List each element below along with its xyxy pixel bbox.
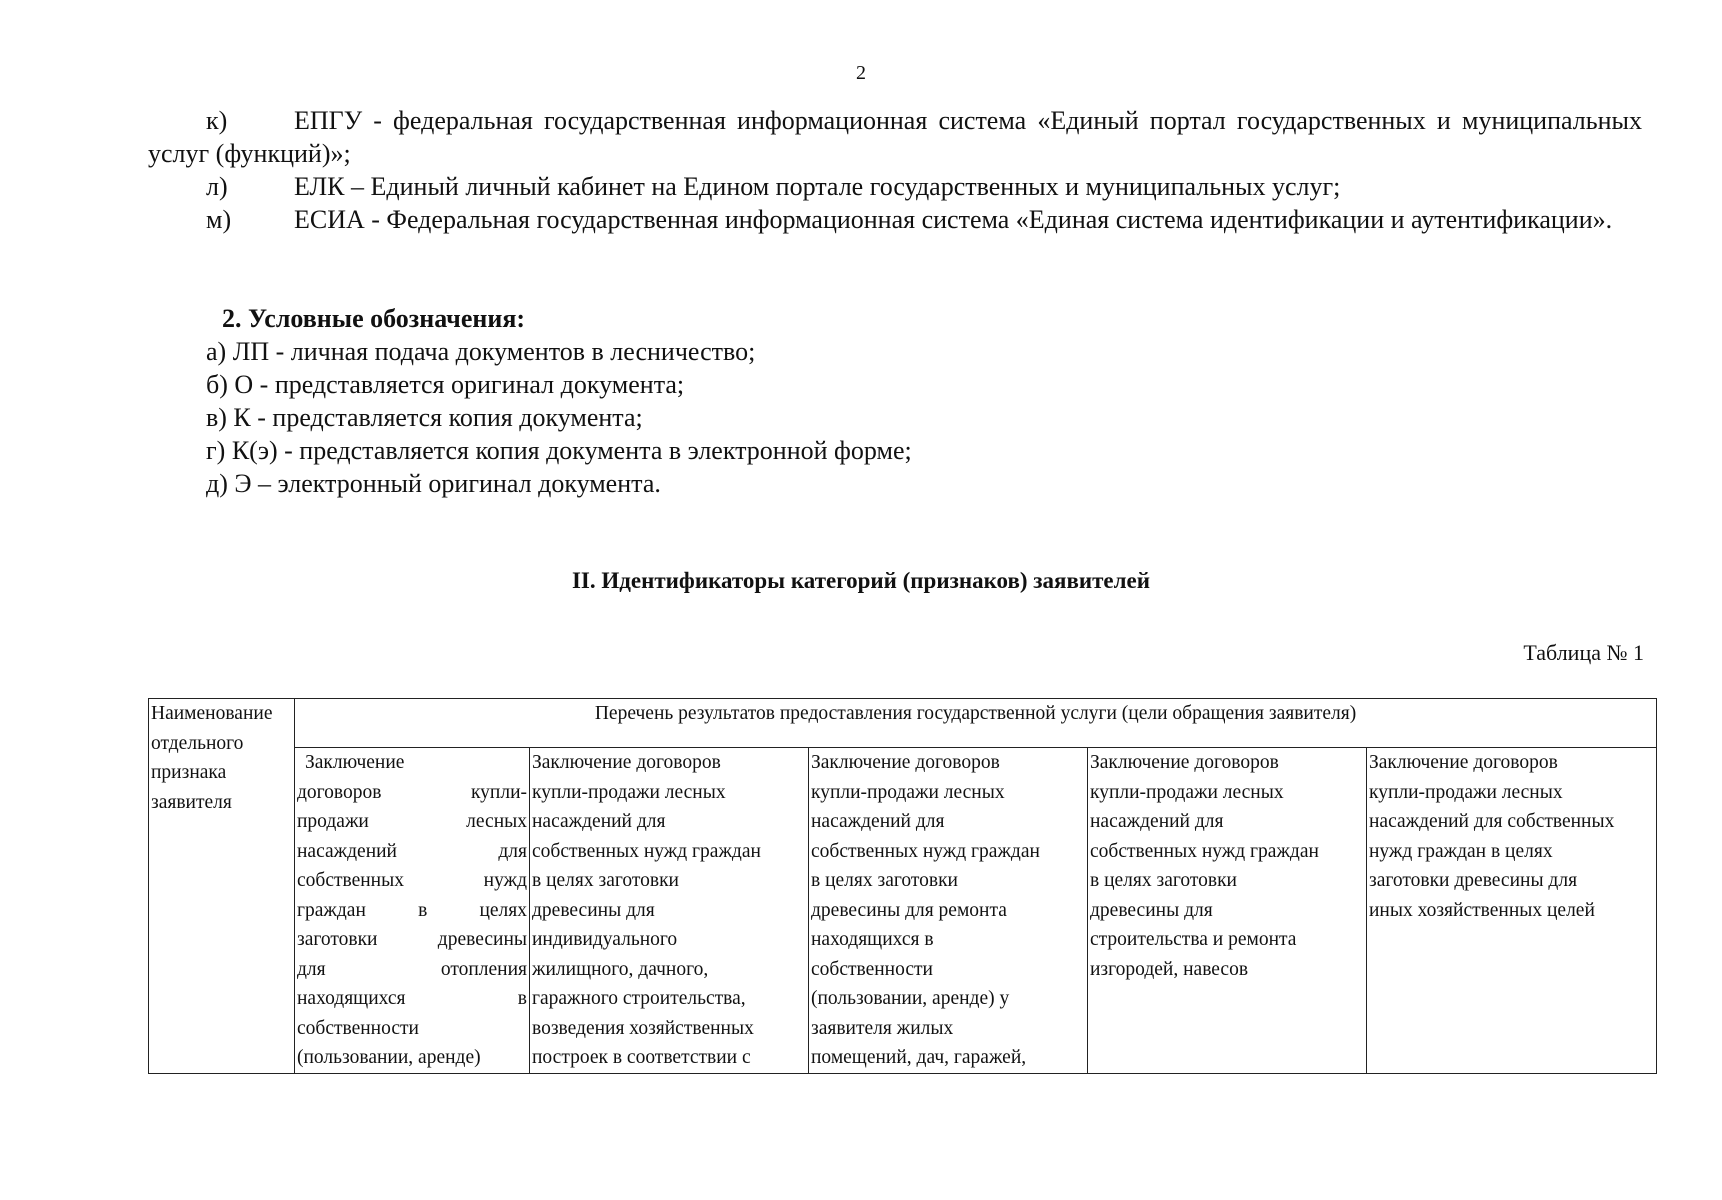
abbreviation-item [148, 104, 1642, 170]
cell-line: собственности [811, 958, 933, 980]
cell-line: Заключение договоров [1369, 752, 1558, 773]
legend-title: 2. Условные обозначения: [222, 304, 526, 333]
cell-line: граждан в целях [297, 899, 527, 921]
cell-line: находящихся в [811, 929, 934, 950]
cell-line: Заключение договоров [811, 752, 1000, 773]
cell-line: купли-продажи лесных [1090, 781, 1284, 803]
result-cell-3 [809, 748, 1088, 1074]
row-header-text [151, 699, 292, 817]
cell-line: купли-продажи лесных [1369, 781, 1563, 803]
cell-line: (пользовании, аренде) у [811, 988, 1010, 1009]
cell-line: заявителя жилых [811, 1017, 954, 1039]
cell-line: договоров купли- [297, 781, 527, 803]
cell-line: насаждений для [532, 811, 666, 832]
row-header-cell [149, 699, 295, 1074]
cell-line: древесины для ремонта [811, 899, 1007, 921]
legend-item: в) К - представляется копия документа; [206, 403, 643, 432]
cell-line: иных хозяйственных целей [1369, 899, 1595, 921]
legend-item: г) К(э) - представляется копия документа в электронной форме; [206, 436, 912, 465]
legend-section [206, 302, 912, 500]
cell-line: находящихся в [297, 988, 527, 1009]
cell-line: насаждений для [811, 811, 945, 832]
abbreviation-item [148, 170, 1642, 203]
page-number: 2 [856, 62, 866, 84]
cell-line: строительства и ремонта [1090, 929, 1297, 950]
cell-line: изгородей, навесов [1090, 958, 1249, 980]
cell-line: купли-продажи лесных [532, 781, 726, 803]
table-header-row [149, 699, 1657, 748]
table-caption: Таблица № 1 [1523, 640, 1644, 665]
row-header-line: отдельного [151, 732, 244, 754]
section-heading: II. Идентификаторы категорий (признаков) заявителей [571, 568, 1151, 593]
result-cell-text [532, 748, 806, 1073]
cell-line: в целях заготовки [532, 870, 679, 891]
cell-line: собственных нужд граждан [532, 840, 761, 862]
result-cell-1 [295, 748, 530, 1074]
cell-line: жилищного, дачного, [532, 958, 709, 980]
cell-line: помещений, дач, гаражей, [811, 1047, 1027, 1068]
legend-item: а) ЛП - личная подача документов в лесничество; [206, 337, 756, 366]
cell-line: насаждений для собственных [1369, 811, 1615, 832]
table-row [149, 748, 1657, 1074]
cell-line: возведения хозяйственных [532, 1017, 754, 1039]
cell-line: заготовки древесины для [1369, 870, 1578, 891]
applicant-categories-table [148, 698, 1657, 1074]
cell-line: Заключение [305, 752, 405, 773]
cell-line: собственных нужд граждан [1090, 840, 1319, 862]
cell-line: Заключение договоров [1090, 752, 1279, 773]
cell-line: насаждений для [1090, 811, 1224, 832]
row-header-line: Наименование [151, 703, 273, 724]
result-cell-text [1090, 748, 1364, 984]
result-cell-text [1369, 748, 1654, 925]
item-letter: к) [206, 106, 228, 135]
result-cell-text [297, 748, 527, 1073]
cell-line: гаражного строительства, [532, 988, 746, 1009]
results-list-header: Перечень результатов предоставления государственной услуги (цели обращения заявителя) [295, 699, 1657, 748]
cell-line: в целях заготовки [811, 870, 958, 891]
row-header-line: заявителя [151, 791, 232, 813]
cell-line: Заключение договоров [532, 752, 721, 773]
cell-line: купли-продажи лесных [811, 781, 1005, 803]
cell-line: насаждений для [297, 840, 527, 862]
result-cell-text [811, 748, 1085, 1073]
abbreviation-text: ЕЛК – Единый личный кабинет на Едином портале государственных и муниципальных услуг; [294, 172, 1341, 201]
item-letter: л) [206, 172, 228, 201]
abbreviation-text: ЕПГУ - федеральная государственная информационная система «Единый портал государственных и муниципальных услуг (функций)»; [148, 106, 1642, 168]
abbreviation-text: ЕСИА - Федеральная государственная информационная система «Единая система идентификации и аутентификации». [294, 205, 1613, 234]
cell-line: заготовки древесины [297, 929, 527, 950]
cell-line: в целях заготовки [1090, 870, 1237, 891]
result-cell-2 [530, 748, 809, 1074]
cell-line: собственности [297, 1017, 419, 1039]
result-cell-4 [1088, 748, 1367, 1074]
cell-line: древесины для [532, 899, 655, 921]
abbreviation-item [148, 203, 1642, 236]
cell-line: построек в соответствии с [532, 1047, 751, 1068]
cell-line: продажи лесных [297, 811, 527, 832]
cell-line: древесины для [1090, 899, 1213, 921]
item-letter: м) [206, 205, 232, 234]
result-cell-5 [1367, 748, 1657, 1074]
cell-line: собственных нужд граждан [811, 840, 1040, 862]
cell-line: собственных нужд [297, 870, 527, 891]
legend-item: д) Э – электронный оригинал документа. [206, 469, 661, 498]
cell-line: для отопления [297, 958, 527, 980]
row-header-line: признака [151, 762, 227, 783]
legend-item: б) О - представляется оригинал документа; [206, 370, 685, 399]
abbreviations-list [148, 104, 1642, 236]
cell-line: индивидуального [532, 929, 678, 950]
cell-line: нужд граждан в целях [1369, 840, 1553, 862]
cell-line: (пользовании, аренде) [297, 1047, 481, 1068]
